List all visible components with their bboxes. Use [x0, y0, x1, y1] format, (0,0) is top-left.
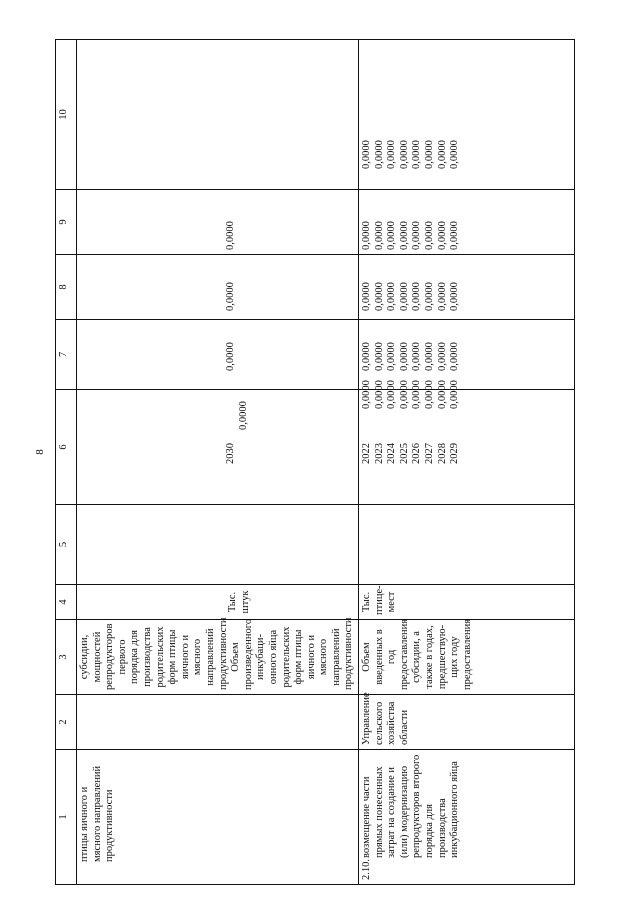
year-value: 2024: [386, 443, 398, 464]
year-value: 2023: [373, 443, 385, 464]
value-cell: [359, 320, 575, 390]
item-number: 2.10.: [361, 859, 373, 880]
value: 0,0000: [411, 221, 423, 250]
table-row: [77, 40, 359, 885]
value: 0,0000: [449, 380, 461, 409]
value: 0,0000: [449, 140, 461, 169]
year-value: 2022: [361, 443, 373, 464]
value: 0,0000: [373, 140, 385, 169]
year-value: 2025: [398, 443, 410, 464]
value-cell: [77, 40, 359, 190]
indicator-cell: [77, 617, 359, 695]
value-list: [361, 380, 462, 409]
value: 0,0000: [411, 140, 423, 169]
value: 0,0000: [361, 221, 373, 250]
unit-cell: Тыс. птице-мест: [359, 585, 575, 620]
value-cell: [359, 190, 575, 255]
value: 0,0000: [237, 401, 249, 430]
program-table: [55, 39, 575, 885]
value: 0,0000: [361, 282, 373, 311]
value: 0,0000: [398, 140, 410, 169]
value: 0,0000: [225, 221, 236, 250]
value-cell: [359, 255, 575, 320]
value: 0,0000: [436, 380, 448, 409]
value: 0,0000: [398, 380, 410, 409]
value: 0,0000: [436, 282, 448, 311]
column-header: 3: [56, 620, 77, 695]
value: 0,0000: [386, 140, 398, 169]
year-list: [361, 443, 462, 464]
value: 0,0000: [373, 221, 385, 250]
value: 0,0000: [436, 221, 448, 250]
value: 0,0000: [449, 282, 461, 311]
blank-cell: [77, 505, 359, 585]
year-value: 2029: [449, 443, 461, 464]
value: 0,0000: [424, 282, 436, 311]
column-header: 2: [56, 695, 77, 750]
column-header: 1: [56, 750, 77, 885]
value: 0,0000: [424, 380, 436, 409]
value: 0,0000: [398, 282, 410, 311]
value: 0,0000: [361, 140, 373, 169]
column-header: 9: [56, 190, 77, 255]
year-value: 2027: [424, 443, 436, 464]
value: 0,0000: [373, 342, 385, 371]
value: 0,0000: [386, 380, 398, 409]
table-row: [359, 40, 575, 885]
value-cell: [77, 255, 359, 320]
year-cell: [77, 390, 359, 505]
program-table-sheet: [55, 40, 575, 885]
unit-cell: Тыс. штук: [77, 585, 359, 620]
page-number: 8: [34, 449, 46, 455]
value: 0,0000: [449, 221, 461, 250]
year-value: 2026: [411, 443, 423, 464]
column-header: 4: [56, 585, 77, 620]
year-value: 2030: [225, 443, 236, 464]
value: 0,0000: [411, 380, 423, 409]
value: 0,0000: [361, 380, 373, 409]
year-cell: [359, 380, 575, 505]
value-cell: [77, 190, 359, 255]
value: 0,0000: [373, 380, 385, 409]
value: 0,0000: [386, 221, 398, 250]
value: 0,0000: [411, 282, 423, 311]
value-cell: [77, 320, 359, 390]
column-header: 8: [56, 255, 77, 320]
value: 0,0000: [386, 282, 398, 311]
column-header: 7: [56, 320, 77, 390]
value: 0,0000: [424, 221, 436, 250]
value: 0,0000: [398, 342, 410, 371]
value-cell: [359, 40, 575, 190]
measure-name-cell: [359, 750, 575, 885]
measure-name-cell: птицы яичного и мясного направлений продуктивности: [77, 750, 359, 885]
value: 0,0000: [386, 342, 398, 371]
value: 0,0000: [411, 342, 423, 371]
value: 0,0000: [225, 282, 236, 311]
measure-name: возмещение части прямых понесенных затрат на создание и (или) модернизацию репродукторов второго порядка для производства инкубационного яйца: [361, 754, 461, 858]
value: 0,0000: [424, 140, 436, 169]
column-header: 10: [56, 40, 77, 190]
value: 0,0000: [436, 342, 448, 371]
value: 0,0000: [373, 282, 385, 311]
value: 0,0000: [225, 342, 236, 371]
value: 0,0000: [449, 342, 461, 371]
column-header: 6: [56, 390, 77, 505]
indicator-text: субсидии, мощностей репродукторов первого порядка для производства родительских форм птицы яичного и мясного направлений продуктивности: [79, 617, 229, 690]
value: 0,0000: [361, 342, 373, 371]
blank-cell: [359, 505, 575, 585]
executor-cell: [77, 695, 359, 750]
column-header: 5: [56, 505, 77, 585]
value: 0,0000: [436, 140, 448, 169]
header-row: [56, 40, 77, 885]
indicator-cell: Объем введенных в год предоставления субсидии, а также в годах, предшествую-щих году предоставления: [359, 620, 575, 695]
value: 0,0000: [424, 342, 436, 371]
indicator-text: Объем произведенного инкубаци-онного яйца родительских форм птицы яичного и мясного направлений продуктивности: [230, 617, 355, 690]
executor-cell: Управление сельского хозяйства области: [359, 695, 575, 750]
year-value: 2028: [436, 443, 448, 464]
value: 0,0000: [398, 221, 410, 250]
